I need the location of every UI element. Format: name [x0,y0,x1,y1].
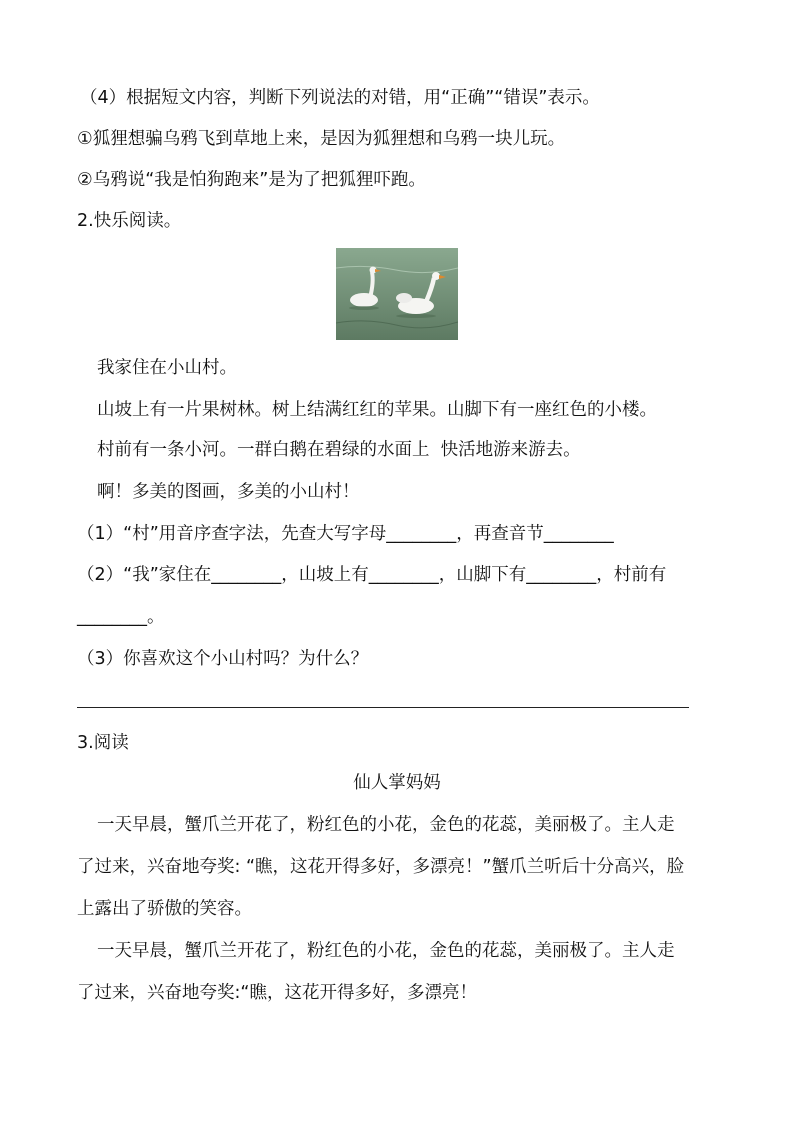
q2-heading: 2.快乐阅读。 [77,211,182,231]
story-line-4: 一天早晨，蟹爪兰开花了，粉红色的小花，金色的花蕊，美丽极了。主人走 [97,941,675,961]
story-title: 仙人掌妈妈 [353,773,441,793]
q2-paragraph-3: 村前有一条小河。一群白鹅在碧绿的水面上 快活地游来游去。 [97,440,581,460]
q2-item1: （1）“村”用音序查字法，先查大写字母________，再查音节________ [77,524,614,544]
q2-paragraph-4: 啊！多美的图画，多美的小山村！ [97,482,360,502]
q2-paragraph-2: 山坡上有一片果树林。树上结满红红的苹果。山脚下有一座红色的小楼。 [97,400,657,420]
q1-statement-2: ②乌鸦说“我是怕狗跑来”是为了把狐狸吓跑。 [77,170,426,190]
q2-item2: （2）“我”家住在________，山坡上有________，山脚下有________，村前有 [77,565,667,585]
story-line-5: 了过来，兴奋地夸奖:“瞧，这花开得多好，多漂亮！ [77,983,477,1003]
q1-item4: （4）根据短文内容，判断下列说法的对错，用“正确”“错误”表示。 [80,88,600,108]
q2-paragraph-1: 我家住在小山村。 [97,358,237,378]
q2-item3: （3）你喜欢这个小山村吗？为什么？ [77,649,369,669]
q2-item2-cont: ________。 [77,607,165,627]
story-line-1: 一天早晨，蟹爪兰开花了，粉红色的小花，金色的花蕊，美丽极了。主人走 [97,815,675,835]
story-line-3: 上露出了骄傲的笑容。 [77,899,252,919]
answer-line [77,707,689,708]
story-line-2: 了过来，兴奋地夸奖: “瞧，这花开得多好，多漂亮！”蟹爪兰听后十分高兴，脸 [77,857,685,877]
q1-statement-1: ①狐狸想骗乌鸦飞到草地上来，是因为狐狸想和乌鸦一块儿玩。 [77,129,566,149]
q3-heading: 3.阅读 [77,733,129,753]
swans-photo-icon [336,248,458,340]
